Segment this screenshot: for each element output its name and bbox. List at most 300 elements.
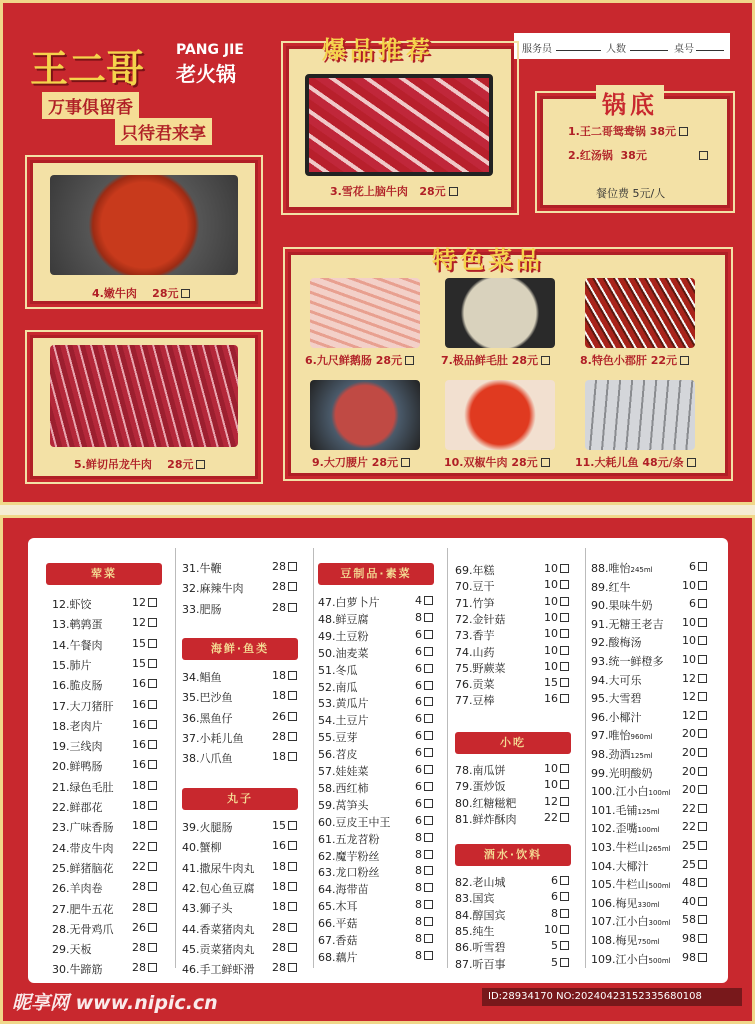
checkbox[interactable] xyxy=(424,613,433,622)
checkbox[interactable] xyxy=(560,941,569,950)
pot-title: 锅底 xyxy=(596,85,664,120)
checkbox[interactable] xyxy=(560,892,569,901)
checkbox[interactable] xyxy=(424,697,433,706)
checkbox[interactable] xyxy=(288,943,297,952)
checkbox[interactable] xyxy=(424,731,433,740)
menu-item xyxy=(455,956,506,972)
item-price: 12 xyxy=(682,708,696,722)
item-price: 6 xyxy=(415,746,422,760)
menu-item xyxy=(591,765,653,781)
item-price: 6 xyxy=(415,729,422,743)
checkbox[interactable] xyxy=(679,127,688,136)
item-name: 101.毛铺 xyxy=(591,803,638,817)
item-price: 28 xyxy=(272,920,286,934)
hot-pick-caption: 3.雪花上脑牛肉 28元 xyxy=(330,183,458,199)
checkbox[interactable] xyxy=(148,923,157,932)
item-name: 105.牛栏山 xyxy=(591,878,649,892)
item-price: 12 xyxy=(682,690,696,704)
dish-name: 9.大刀腰片 xyxy=(312,456,368,469)
item-name: 30.牛蹄筋 xyxy=(52,963,103,977)
item-price: 8 xyxy=(415,932,422,945)
menu-item xyxy=(182,601,222,617)
menu-item xyxy=(318,611,369,627)
checkbox[interactable] xyxy=(288,862,297,871)
checkbox[interactable] xyxy=(424,782,433,791)
checkbox[interactable] xyxy=(424,866,433,875)
checkbox[interactable] xyxy=(560,797,569,806)
checkbox[interactable] xyxy=(148,903,157,912)
menu-item xyxy=(182,750,233,766)
checkbox[interactable] xyxy=(698,562,707,571)
item-price: 18 xyxy=(132,819,146,833)
section-header: 豆制品·素菜 xyxy=(318,563,434,585)
item-price: 20 xyxy=(682,746,696,759)
item-name: 92.酸梅汤 xyxy=(591,636,642,650)
dish-name: 11.大耗儿鱼 xyxy=(575,456,639,469)
menu-item xyxy=(182,860,255,876)
checkbox[interactable] xyxy=(288,712,297,721)
item-name: 77.豆棒 xyxy=(455,694,495,708)
menu-item xyxy=(52,718,103,734)
menu-item xyxy=(455,811,517,827)
checkbox[interactable] xyxy=(148,862,157,871)
checkbox[interactable] xyxy=(560,958,569,967)
checkbox[interactable] xyxy=(148,801,157,810)
item-name: 75.野蕨菜 xyxy=(455,661,506,675)
checkbox[interactable] xyxy=(424,900,433,909)
checkbox[interactable] xyxy=(560,646,569,655)
menu-item xyxy=(318,746,358,762)
item-name: 28.无骨鸡爪 xyxy=(52,922,114,936)
checkbox[interactable] xyxy=(148,760,157,769)
special-photo xyxy=(585,278,695,348)
menu-item xyxy=(318,864,380,880)
item-name: 84.醇国宾 xyxy=(455,908,506,922)
item-price: 25 xyxy=(682,839,696,852)
section-header: 海鲜·鱼类 xyxy=(182,638,298,660)
menu-item xyxy=(318,628,369,644)
checkbox[interactable] xyxy=(560,909,569,918)
checkbox[interactable] xyxy=(196,460,205,469)
item-name: 58.西红柿 xyxy=(318,781,369,795)
checkbox[interactable] xyxy=(148,781,157,790)
menu-item xyxy=(52,799,103,815)
item-name: 26.羊肉卷 xyxy=(52,882,103,896)
checkbox[interactable] xyxy=(288,691,297,700)
item-price: 12 xyxy=(682,671,696,685)
checkbox[interactable] xyxy=(288,732,297,741)
checkbox[interactable] xyxy=(699,151,708,160)
checkbox[interactable] xyxy=(148,598,157,607)
item-price: 22 xyxy=(682,820,696,834)
checkbox[interactable] xyxy=(405,356,414,365)
checkbox[interactable] xyxy=(560,613,569,622)
item-name: 16.脆皮肠 xyxy=(52,679,103,693)
menu-item xyxy=(182,839,222,855)
item-name: 48.鲜豆腐 xyxy=(318,612,369,626)
checkbox[interactable] xyxy=(560,678,569,687)
checkbox[interactable] xyxy=(449,187,458,196)
watermark-logo: 昵享网 www.nipic.cn xyxy=(12,992,218,1014)
checkbox[interactable] xyxy=(288,752,297,761)
menu-item xyxy=(455,627,495,643)
checkbox[interactable] xyxy=(698,860,707,869)
checkbox[interactable] xyxy=(424,630,433,639)
menu-item xyxy=(52,880,103,896)
item-name: 63.龙口粉丝 xyxy=(318,866,380,880)
checkbox[interactable] xyxy=(148,720,157,729)
checkbox[interactable] xyxy=(288,902,297,911)
checkbox[interactable] xyxy=(424,748,433,757)
item-name: 62.魔芋粉丝 xyxy=(318,849,380,863)
item-volume: 500ml xyxy=(648,956,671,965)
checkbox[interactable] xyxy=(148,882,157,891)
checkbox[interactable] xyxy=(148,679,157,688)
checkbox[interactable] xyxy=(424,883,433,892)
checkbox[interactable] xyxy=(424,816,433,825)
item-name: 59.莴笋头 xyxy=(318,798,369,812)
divider xyxy=(585,548,586,968)
item-price: 5 xyxy=(551,939,558,953)
menu-item xyxy=(318,712,369,728)
menu-item xyxy=(52,779,114,795)
item-name: 15.肺片 xyxy=(52,658,92,672)
dish-price: 28元 xyxy=(375,354,402,367)
checkbox[interactable] xyxy=(148,821,157,830)
menu-item xyxy=(318,848,380,864)
item-name: 36.黑鱼仔 xyxy=(182,711,233,725)
item-price: 4 xyxy=(415,594,422,607)
checkbox[interactable] xyxy=(698,841,707,850)
item-name: 50.油麦菜 xyxy=(318,646,369,660)
special-caption xyxy=(312,454,410,470)
menu-item xyxy=(591,783,671,799)
checkbox[interactable] xyxy=(560,813,569,822)
checkbox[interactable] xyxy=(698,674,707,683)
checkbox[interactable] xyxy=(541,458,550,467)
menu-item xyxy=(318,662,358,678)
item-price: 58 xyxy=(682,913,696,927)
checkbox[interactable] xyxy=(424,799,433,808)
item-price: 8 xyxy=(415,864,422,878)
table-field[interactable] xyxy=(696,50,724,51)
checkbox[interactable] xyxy=(148,659,157,668)
menu-item xyxy=(52,698,114,714)
menu-item xyxy=(455,692,495,708)
item-name: 108.梅见 xyxy=(591,934,638,947)
checkbox[interactable] xyxy=(560,580,569,589)
item-name: 65.木耳 xyxy=(318,900,358,914)
checkbox[interactable] xyxy=(560,764,569,773)
dish-price: 28元 xyxy=(511,456,538,469)
item-price: 18 xyxy=(272,859,286,873)
menu-item xyxy=(455,676,495,692)
item-price: 6 xyxy=(415,813,422,827)
checkbox[interactable] xyxy=(181,289,190,298)
item-price: 6 xyxy=(415,695,422,709)
checkbox[interactable] xyxy=(288,841,297,850)
checkbox[interactable] xyxy=(424,917,433,926)
item-price: 10 xyxy=(544,922,558,936)
item-price: 10 xyxy=(544,778,558,792)
menu-item xyxy=(318,679,358,695)
item-price: 22 xyxy=(132,839,146,853)
menu-item xyxy=(455,562,495,578)
item-name: 34.鲳鱼 xyxy=(182,671,222,684)
checkbox[interactable] xyxy=(698,636,707,645)
menu-item xyxy=(318,881,369,897)
dish-price: 28元 xyxy=(371,456,398,469)
item-name: 72.金针菇 xyxy=(455,612,506,626)
item-name: 86.听雪碧 xyxy=(455,941,506,955)
menu-item xyxy=(318,831,380,847)
special-photo xyxy=(445,278,555,348)
item-price: 16 xyxy=(272,839,286,853)
menu-item xyxy=(318,763,369,779)
checkbox[interactable] xyxy=(698,748,707,757)
item-name: 66.平菇 xyxy=(318,917,358,931)
checkbox[interactable] xyxy=(698,785,707,794)
slogan-1: 万事俱留香 xyxy=(42,92,139,119)
special-caption xyxy=(441,352,550,368)
order-info xyxy=(514,33,730,59)
brand-title: 王二哥 xyxy=(30,46,145,91)
checkbox[interactable] xyxy=(288,562,297,571)
checkbox[interactable] xyxy=(698,915,707,924)
menu-item xyxy=(591,820,660,836)
item-volume: 245ml xyxy=(630,566,653,574)
checkbox[interactable] xyxy=(148,639,157,648)
checkbox[interactable] xyxy=(698,897,707,906)
checkbox[interactable] xyxy=(560,876,569,885)
checkbox[interactable] xyxy=(148,842,157,851)
checkbox[interactable] xyxy=(424,934,433,943)
menu-item xyxy=(318,898,358,914)
menu-item xyxy=(455,578,495,594)
item-price: 10 xyxy=(544,610,558,624)
menu-item xyxy=(52,921,114,937)
checkbox[interactable] xyxy=(288,963,297,972)
menu-item xyxy=(52,596,92,612)
checkbox[interactable] xyxy=(424,833,433,842)
checkbox[interactable] xyxy=(560,629,569,638)
menu-item xyxy=(318,780,369,796)
dish-name: 10.双椒牛肉 xyxy=(444,456,508,469)
item-name: 42.包心鱼豆腐 xyxy=(182,881,255,895)
checkbox[interactable] xyxy=(288,821,297,830)
special-photo xyxy=(310,278,420,348)
checkbox[interactable] xyxy=(687,458,696,467)
hot-pick-photo xyxy=(305,74,493,176)
checkbox[interactable] xyxy=(424,850,433,859)
item-price: 6 xyxy=(415,712,422,726)
brand-sub: 老火锅 xyxy=(176,62,236,86)
checkbox[interactable] xyxy=(560,780,569,789)
item-price: 16 xyxy=(132,677,146,691)
item-price: 16 xyxy=(132,697,146,711)
checkbox[interactable] xyxy=(424,951,433,960)
item-price: 22 xyxy=(544,810,558,824)
menu-item xyxy=(591,579,631,595)
people-label: 人数 xyxy=(606,44,626,55)
item-price: 6 xyxy=(415,678,422,692)
item-price: 12 xyxy=(132,616,146,630)
item-price: 6 xyxy=(551,890,558,904)
special-photo xyxy=(585,380,695,450)
dish-price: 48元/条 xyxy=(642,456,684,469)
checkbox[interactable] xyxy=(698,711,707,720)
checkbox[interactable] xyxy=(698,692,707,701)
item-name: 37.小耗儿鱼 xyxy=(182,731,244,745)
item-price: 8 xyxy=(415,830,422,844)
item-price: 12 xyxy=(132,596,146,609)
item-name: 32.麻辣牛肉 xyxy=(182,582,244,596)
checkbox[interactable] xyxy=(288,671,297,680)
checkbox[interactable] xyxy=(698,953,707,962)
item-price: 18 xyxy=(272,689,286,703)
checkbox[interactable] xyxy=(560,694,569,703)
item-name: 98.劲酒 xyxy=(591,748,631,761)
checkbox[interactable] xyxy=(698,804,707,813)
item-name: 91.无糖王老吉 xyxy=(591,617,664,631)
item-price: 20 xyxy=(682,764,696,778)
checkbox[interactable] xyxy=(698,878,707,887)
item-price: 26 xyxy=(272,709,286,723)
item-price: 8 xyxy=(415,881,422,895)
checkbox[interactable] xyxy=(680,356,689,365)
checkbox[interactable] xyxy=(698,729,707,738)
checkbox[interactable] xyxy=(560,925,569,934)
special-photo xyxy=(445,380,555,450)
item-price: 28 xyxy=(132,900,146,914)
checkbox[interactable] xyxy=(698,581,707,590)
item-price: 22 xyxy=(132,859,146,873)
checkbox[interactable] xyxy=(148,618,157,627)
menu-item xyxy=(591,932,660,948)
item-name: 14.午餐肉 xyxy=(52,638,103,652)
menu-item xyxy=(318,797,369,813)
item-name: 44.香菜猪肉丸 xyxy=(182,922,255,936)
menu-item xyxy=(591,634,642,650)
menu-item xyxy=(591,560,653,576)
section-header: 丸子 xyxy=(182,788,298,810)
dish-price: 22元 xyxy=(650,354,677,367)
menu-item xyxy=(591,913,671,929)
checkbox[interactable] xyxy=(424,714,433,723)
checkbox[interactable] xyxy=(401,458,410,467)
menu-item xyxy=(182,819,233,835)
item-price: 6 xyxy=(415,763,422,776)
checkbox[interactable] xyxy=(698,767,707,776)
item-price: 8 xyxy=(415,948,422,962)
item-name: 20.鲜鸭肠 xyxy=(52,760,103,774)
item-price: 10 xyxy=(544,643,558,657)
menu-item xyxy=(52,758,103,774)
left-caption-2: 5.鲜切吊龙牛肉 28元 xyxy=(74,456,205,472)
menu-item xyxy=(52,657,92,673)
menu-item xyxy=(591,839,671,855)
checkbox[interactable] xyxy=(560,564,569,573)
checkbox[interactable] xyxy=(698,655,707,664)
checkbox[interactable] xyxy=(698,618,707,627)
item-price: 28 xyxy=(272,600,286,614)
item-name: 40.蟹柳 xyxy=(182,841,222,855)
item-name: 103.牛栏山 xyxy=(591,841,649,854)
item-name: 23.广味香肠 xyxy=(52,821,114,835)
item-price: 10 xyxy=(682,634,696,648)
menu-item xyxy=(318,915,358,931)
menu-item xyxy=(318,594,380,610)
item-name: 83.国宾 xyxy=(455,892,495,906)
item-name: 29.天板 xyxy=(52,943,92,957)
checkbox[interactable] xyxy=(424,681,433,690)
waiter-field[interactable] xyxy=(556,50,601,51)
item-price: 28 xyxy=(272,961,286,975)
checkbox[interactable] xyxy=(148,740,157,749)
item-price: 10 xyxy=(544,562,558,575)
people-field[interactable] xyxy=(630,50,668,51)
item-price: 8 xyxy=(415,847,422,861)
checkbox[interactable] xyxy=(424,765,433,774)
checkbox[interactable] xyxy=(698,822,707,831)
item-name: 51.冬瓜 xyxy=(318,663,358,677)
item-name: 95.大雪碧 xyxy=(591,692,642,706)
item-name: 22.鲜郡花 xyxy=(52,801,103,814)
checkbox[interactable] xyxy=(288,923,297,932)
checkbox[interactable] xyxy=(560,597,569,606)
item-price: 10 xyxy=(682,615,696,629)
item-name: 60.豆皮王中王 xyxy=(318,815,391,829)
menu-item xyxy=(52,840,114,856)
menu-item xyxy=(591,616,664,632)
checkbox[interactable] xyxy=(698,599,707,608)
checkbox[interactable] xyxy=(541,356,550,365)
checkbox[interactable] xyxy=(148,963,157,972)
checkbox[interactable] xyxy=(424,596,433,605)
dish-price: 28元 xyxy=(511,354,538,367)
item-name: 57.娃娃菜 xyxy=(318,765,369,778)
item-name: 89.红牛 xyxy=(591,580,631,594)
checkbox[interactable] xyxy=(148,700,157,709)
checkbox[interactable] xyxy=(148,943,157,952)
checkbox[interactable] xyxy=(698,934,707,943)
dish-name: 7.极品鲜毛肚 xyxy=(441,354,508,367)
item-price: 15 xyxy=(132,656,146,670)
item-price: 6 xyxy=(415,644,422,658)
checkbox[interactable] xyxy=(288,582,297,591)
item-volume: 750ml xyxy=(637,938,660,946)
menu-item xyxy=(182,900,233,916)
item-price: 10 xyxy=(544,578,558,592)
special-photo xyxy=(310,380,420,450)
item-volume: 125ml xyxy=(637,807,660,816)
item-name: 64.海带苗 xyxy=(318,883,369,897)
checkbox[interactable] xyxy=(424,664,433,673)
checkbox[interactable] xyxy=(288,603,297,612)
checkbox[interactable] xyxy=(424,647,433,656)
menu-item xyxy=(591,709,642,725)
item-volume: 100ml xyxy=(648,789,671,798)
menu-item xyxy=(52,901,114,917)
checkbox[interactable] xyxy=(560,662,569,671)
item-price: 8 xyxy=(415,898,422,912)
menu-item xyxy=(52,819,114,835)
section-header: 酒水·饮料 xyxy=(455,844,571,866)
menu-item xyxy=(52,941,92,957)
item-name: 85.纯生 xyxy=(455,924,495,938)
menu-item xyxy=(591,858,649,874)
checkbox[interactable] xyxy=(288,882,297,891)
